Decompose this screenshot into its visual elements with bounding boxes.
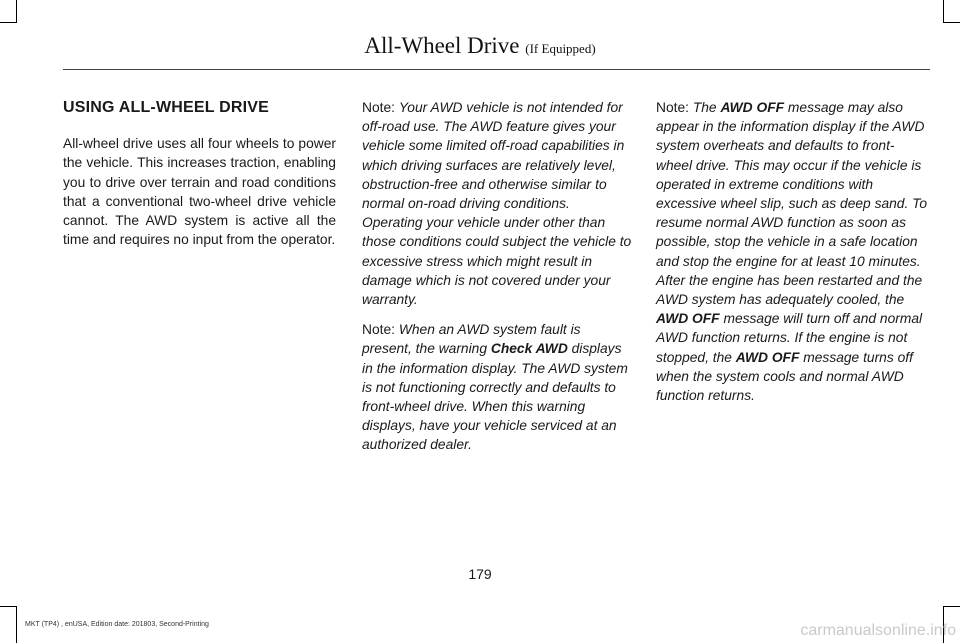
- page-number: 179: [468, 566, 492, 582]
- note-offroad-text: Your AWD vehicle is not intended for off-road use. The AWD feature gives your vehicle some limited off-road capabilities in which driving surfaces are relatively level, obstruction-free and otherwise similar to normal on-road driving conditions. Operating your vehicle under other than those conditions could subject the vehicle to excessive stress which might result in damage which is not covered under your warranty.: [362, 100, 632, 308]
- edition-footer: MKT (TP4) , enUSA, Edition date: 201803, Second-Printing: [25, 621, 209, 628]
- note-offroad: [362, 98, 632, 309]
- header-rule: [63, 69, 930, 70]
- column-middle: [362, 98, 632, 466]
- note-awd-off: [656, 98, 930, 405]
- section-heading: USING ALL-WHEEL DRIVE: [63, 99, 269, 116]
- crop-mark-top-left-h: [0, 22, 17, 23]
- awd-off-message: AWD OFF: [656, 311, 720, 327]
- intro-paragraph: All-wheel drive uses all four wheels to power the vehicle. This increases traction, enabling you to drive over terrain and road conditions that a conventional two-wheel drive vehicle cannot. The AWD system is active all the time and requires no input from the operator.: [63, 136, 336, 248]
- column-right: [656, 98, 930, 416]
- awd-off-message: AWD OFF: [720, 100, 785, 115]
- crop-mark-bottom-left-v: [16, 606, 17, 643]
- note-fault-text-a: When an AWD system fault is present, the warning: [362, 322, 581, 357]
- note-fault: [362, 320, 632, 454]
- page-header-title: [0, 33, 960, 59]
- header-title-text: All-Wheel Drive: [364, 33, 520, 58]
- crop-mark-top-right-h: [943, 22, 960, 23]
- crop-mark-top-left-v: [16, 0, 17, 22]
- crop-mark-bottom-right-h: [943, 606, 960, 607]
- note-label: Note:: [362, 100, 395, 115]
- note-awd-off-text-b: message may also appear in the information display if the AWD system overheats and defaults to front-wheel drive. This may occur if the vehicle is operated in extreme conditions with excessive wheel slip, such as deep sand. To resume normal AWD function as soon as possible, stop the vehicle in a safe location and stop the engine for at least 10 minutes. After the engine has been restarted and the AWD system has adequately cooled, the: [656, 100, 927, 308]
- note-awd-off-text-a: The: [692, 100, 717, 115]
- note-awd-off-text-d: message turns off when the system cools and normal AWD function returns.: [656, 349, 913, 404]
- crop-mark-bottom-left-h: [0, 606, 17, 607]
- note-label: Note:: [656, 100, 689, 115]
- check-awd-message: Check AWD: [490, 341, 568, 357]
- note-fault-text-b: displays in the information display. The AWD system is not functioning correctly and defaults to front-wheel drive. When this warning displays, have your vehicle serviced at an authorized dealer.: [362, 341, 628, 453]
- crop-mark-top-right-v: [943, 0, 944, 22]
- watermark-logo: carmanualsonline.info: [800, 622, 956, 639]
- note-label: Note:: [362, 322, 395, 338]
- note-awd-off-text-c: message will turn off and normal AWD function returns. If the engine is not stopped, the: [656, 311, 923, 365]
- awd-off-message: AWD OFF: [735, 349, 800, 365]
- header-subtitle-text: (If Equipped): [525, 41, 596, 56]
- column-left: [63, 98, 336, 249]
